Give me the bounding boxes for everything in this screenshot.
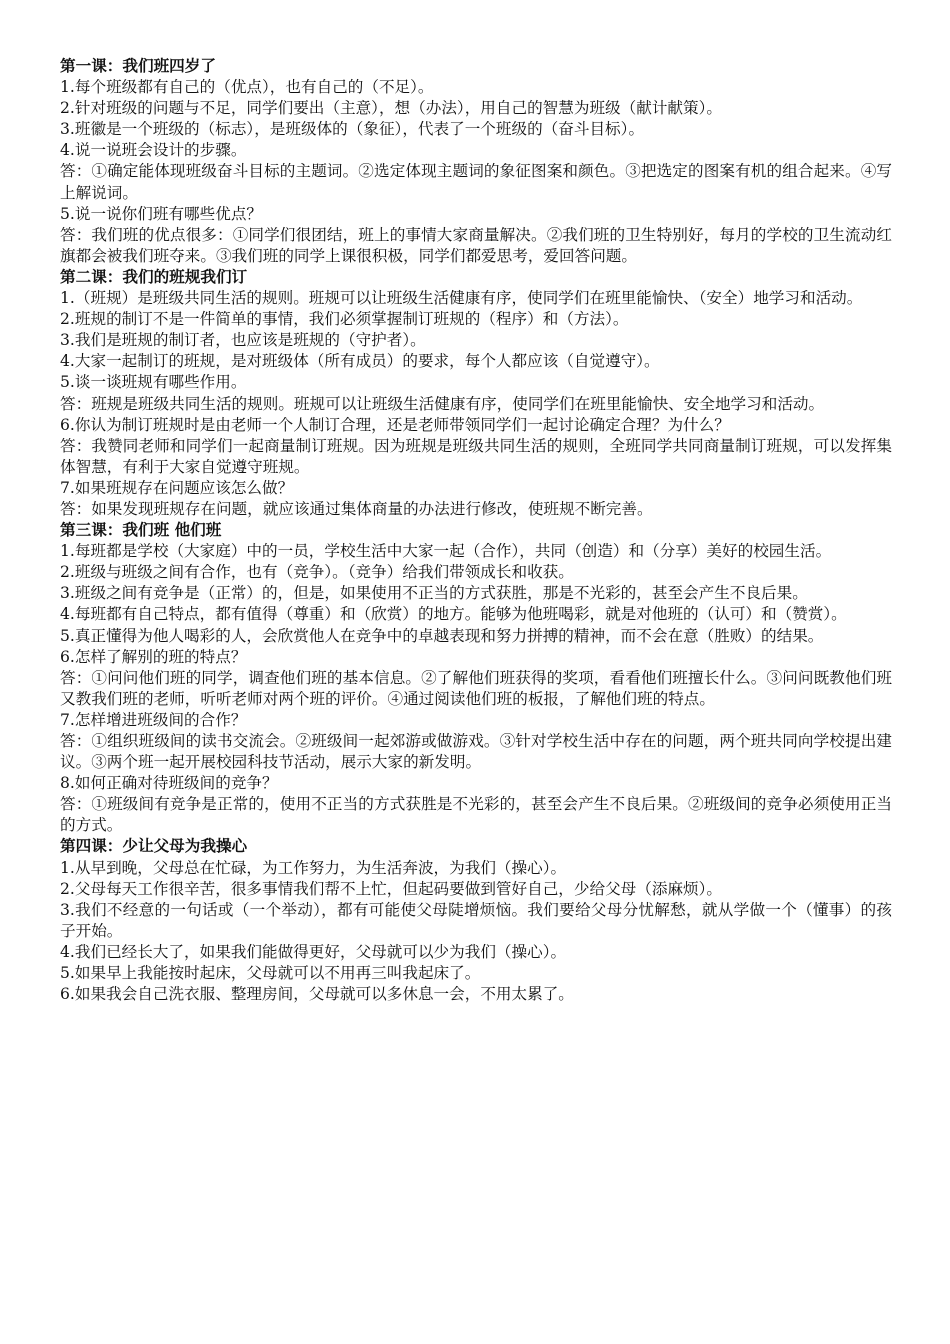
- paragraph: 答：①班级间有竞争是正常的，使用不正当的方式获胜是不光彩的，甚至会产生不良后果。②班级间的竞争必须使用正当的方式。: [60, 795, 892, 835]
- paragraph: 3.我们不经意的一句话或（一个举动），都有可能使父母陡增烦恼。我们要给父母分忧解愁，就从学做一个（懂事）的孩子开始。: [60, 900, 892, 940]
- paragraph: 7.怎样增进班级间的合作？: [60, 710, 247, 729]
- lesson-2: [60, 267, 892, 520]
- paragraph: 3.班徽是一个班级的（标志），是班级体的（象征），代表了一个班级的（奋斗目标）。: [60, 120, 645, 139]
- document-body: [60, 56, 892, 1005]
- paragraph: 1.每班都是学校（大家庭）中的一员，学校生活中大家一起（合作），共同（创造）和（分享）美好的校园生活。: [60, 542, 832, 561]
- paragraph: 2.父母每天工作很辛苦，很多事情我们帮不上忙，但起码要做到管好自己，少给父母（添麻烦）。: [60, 879, 723, 898]
- paragraph: 5.谈一谈班规有哪些作用。: [60, 373, 247, 392]
- paragraph: 2.班级与班级之间有合作，也有（竞争）。（竞争）给我们带领成长和收获。: [60, 563, 574, 582]
- paragraph: 7.如果班规存在问题应该怎么做？: [60, 478, 294, 497]
- lesson-1: [60, 56, 892, 267]
- paragraph: 5.真正懂得为他人喝彩的人，会欣赏他人在竞争中的卓越表现和努力拼搏的精神，而不会在意（胜败）的结果。: [60, 626, 824, 645]
- paragraph: 2.班规的制订不是一件简单的事情，我们必须掌握制订班规的（程序）和（方法）。: [60, 310, 629, 329]
- paragraph: 3.班级之间有竞争是（正常）的，但是，如果使用不正当的方式获胜，那是不光彩的，甚至会产生不良后果。: [60, 584, 808, 603]
- paragraph: 4.每班都有自己特点，都有值得（尊重）和（欣赏）的地方。能够为他班喝彩，就是对他班的（认可）和（赞赏）。: [60, 605, 847, 624]
- paragraph: 答：①问问他们班的同学，调查他们班的基本信息。②了解他们班获得的奖项，看看他们班擅长什么。③问问既教他们班又教我们班的老师，听听老师对两个班的评价。④通过阅读他们班的板报，了解他们班的特点。: [60, 668, 892, 708]
- paragraph: 6.怎样了解别的班的特点？: [60, 647, 247, 666]
- paragraph: 1.每个班级都有自己的（优点），也有自己的（不足）。: [60, 78, 434, 97]
- paragraph: 5.说一说你们班有哪些优点？: [60, 204, 263, 223]
- paragraph: 答：我们班的优点很多：①同学们很团结，班上的事情大家商量解决。②我们班的卫生特别好，每月的学校的卫生流动红旗都会被我们班夺来。③我们班的同学上课很积极，同学们都爱思考，爱回答问题。: [60, 225, 892, 265]
- paragraph: 3.我们是班规的制订者，也应该是班规的（守护者）。: [60, 331, 426, 350]
- paragraph: 6.如果我会自己洗衣服、整理房间，父母就可以多休息一会，不用太累了。: [60, 985, 574, 1004]
- paragraph: 8.如何正确对待班级间的竞争？: [60, 774, 278, 793]
- paragraph: 答：我赞同老师和同学们一起商量制订班规。因为班规是班级共同生活的规则，全班同学共同商量制订班规，可以发挥集体智慧，有利于大家自觉遵守班规。: [60, 436, 892, 476]
- paragraph: 答：①组织班级间的读书交流会。②班级间一起郊游或做游戏。③针对学校生活中存在的问题，两个班共同向学校提出建议。③两个班一起开展校园科技节活动，展示大家的新发明。: [60, 732, 892, 772]
- lesson-4: [60, 836, 892, 1005]
- lesson-title: 第四课：少让父母为我操心: [60, 837, 248, 856]
- paragraph: 5.如果早上我能按时起床，父母就可以不用再三叫我起床了。: [60, 964, 481, 983]
- paragraph: 1.（班规）是班级共同生活的规则。班规可以让班级生活健康有序，使同学们在班里能愉快、（安全）地学习和活动。: [60, 289, 863, 308]
- paragraph: 答：如果发现班规存在问题，就应该通过集体商量的办法进行修改，使班规不断完善。: [60, 499, 653, 518]
- paragraph: 4.我们已经长大了，如果我们能做得更好，父母就可以少为我们（操心）。: [60, 942, 567, 961]
- lesson-title: 第二课：我们的班规我们订: [60, 267, 248, 286]
- paragraph: 4.说一说班会设计的步骤。: [60, 141, 247, 160]
- paragraph: 1.从早到晚，父母总在忙碌，为工作努力，为生活奔波，为我们（操心）。: [60, 858, 567, 877]
- paragraph: 2.针对班级的问题与不足，同学们要出（主意），想（办法），用自己的智慧为班级（献计献策）。: [60, 99, 723, 118]
- paragraph: 答：①确定能体现班级奋斗目标的主题词。②选定体现主题词的象征图案和颜色。③把选定的图案有机的组合起来。④写上解说词。: [60, 162, 892, 202]
- lesson-title: 第一课：我们班四岁了: [60, 57, 216, 75]
- paragraph: 4.大家一起制订的班规，是对班级体（所有成员）的要求，每个人都应该（自觉遵守）。: [60, 352, 660, 371]
- lesson-title: 第三课：我们班 他们班: [60, 521, 222, 540]
- paragraph: 6.你认为制订班规时是由老师一个人制订合理，还是老师带领同学们一起讨论确定合理？为什么？: [60, 415, 730, 434]
- lesson-3: [60, 520, 892, 836]
- paragraph: 答：班规是班级共同生活的规则。班规可以让班级生活健康有序，使同学们在班里能愉快、安全地学习和活动。: [60, 394, 825, 413]
